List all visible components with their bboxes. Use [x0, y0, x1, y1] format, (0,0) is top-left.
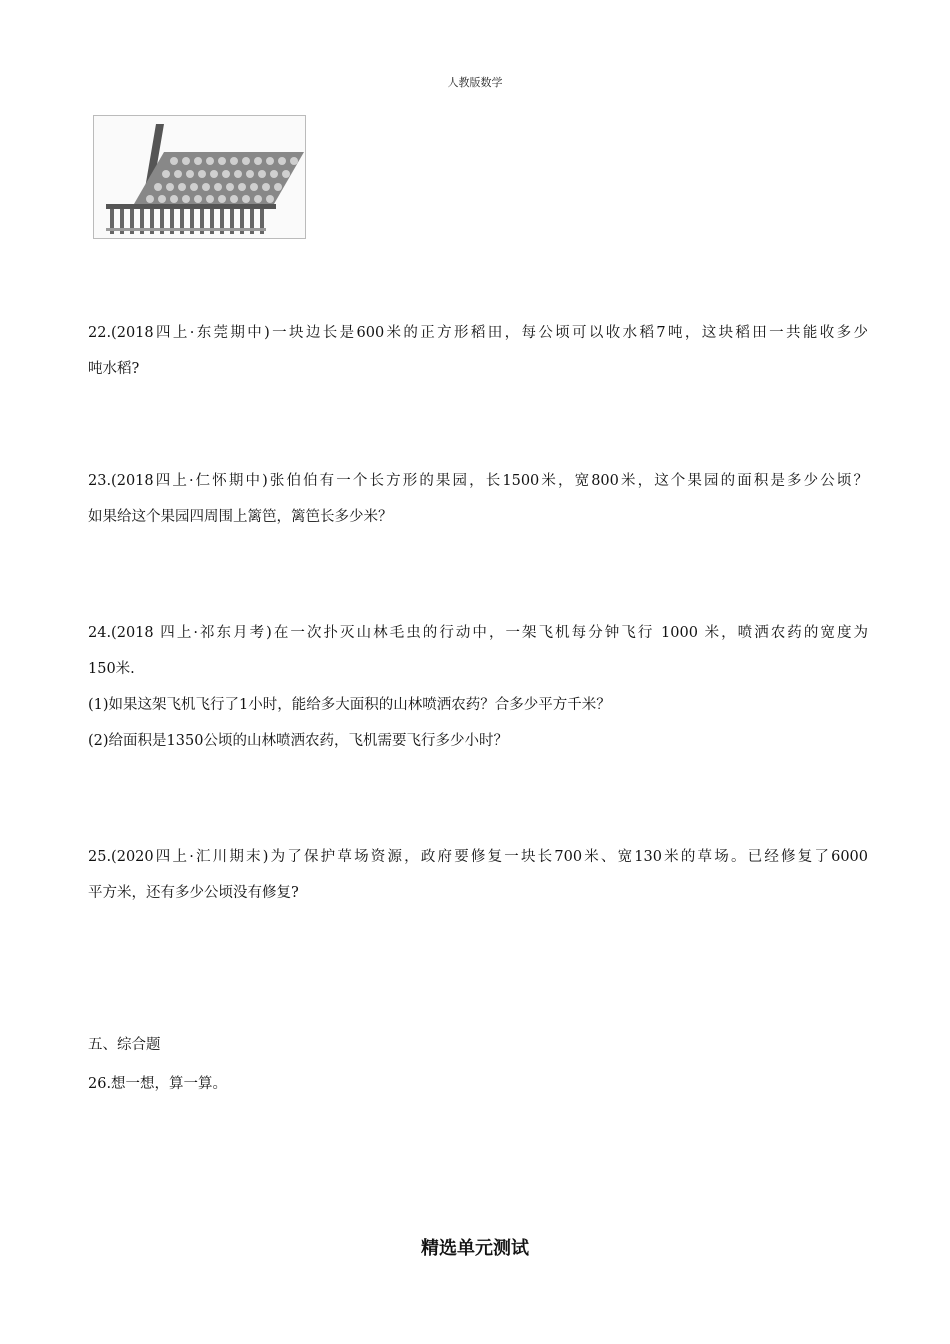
- question-24-line2: 150米.: [88, 661, 135, 677]
- page-footer: 精选单元测试: [421, 1238, 529, 1259]
- page-header: 人教版数学: [447, 76, 503, 89]
- question-25: [88, 839, 868, 911]
- parallelogram-field-illustration: [93, 115, 306, 239]
- question-22-line2: 吨水稻?: [88, 361, 140, 377]
- question-23-line1: 23.(2018四上·仁怀期中)张伯伯有一个长方形的果园，长1500米，宽800米，这个果园的面积是多少公顷？: [88, 473, 868, 489]
- question-26: 26.想一想，算一算。: [88, 1076, 228, 1092]
- question-22-line1: 22.(2018四上·东莞期中)一块边长是600米的正方形稻田，每公顷可以收水稻7吨，这块稻田一共能收多少: [88, 325, 868, 341]
- question-22: [88, 315, 868, 387]
- question-23-line2: 如果给这个果园四周围上篱笆，篱笆长多少米？: [88, 509, 393, 525]
- question-24-line1: 24.(2018 四上·祁东月考)在一次扑灭山林毛虫的行动中，一架飞机每分钟飞行 1000 米，喷洒农药的宽度为: [88, 625, 868, 641]
- question-25-line1: 25.(2020四上·汇川期末)为了保护草场资源，政府要修复一块长700米、宽130米的草场。已经修复了6000: [88, 849, 868, 865]
- section-title: 五、综合题: [88, 1037, 161, 1053]
- question-25-line2: 平方米，还有多少公顷没有修复?: [88, 885, 299, 901]
- question-24-sub2: (2)给面积是1350公顷的山林喷洒农药，飞机需要飞行多少小时？: [88, 733, 508, 749]
- question-24: [88, 615, 868, 759]
- question-24-sub1: (1)如果这架飞机飞行了1小时，能给多大面积的山林喷洒农药？合多少平方千米？: [88, 697, 611, 713]
- question-23: [88, 463, 868, 535]
